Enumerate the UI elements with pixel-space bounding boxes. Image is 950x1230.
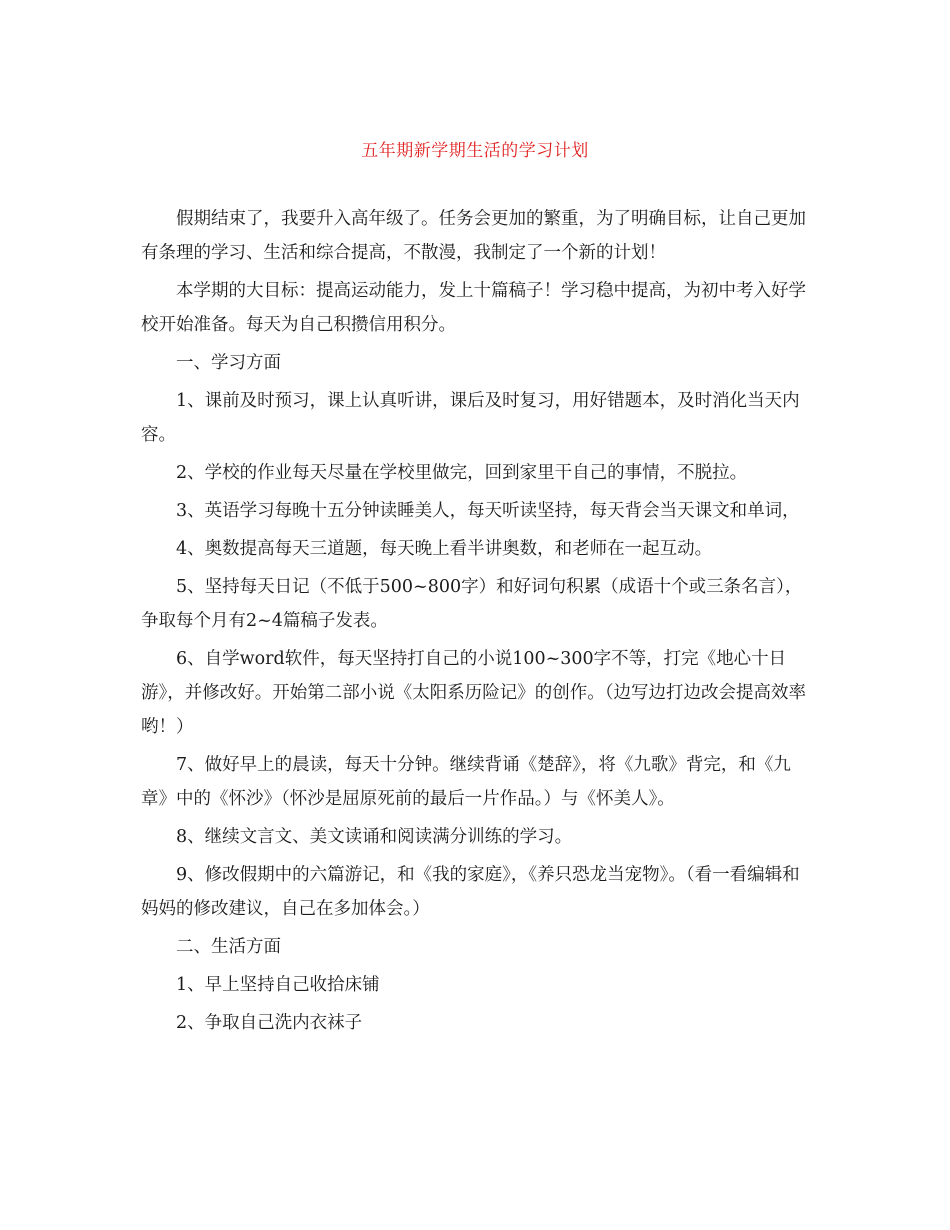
section-heading-life: 二、生活方面	[176, 937, 281, 957]
list-item: 1、课前及时预习，课上认真听讲，课后及时复习，用好错题本，及时消化当天内容。	[141, 391, 800, 445]
list-item: 2、学校的作业每天尽量在学校里做完，回到家里干自己的事情，不脱拉。	[176, 463, 748, 483]
section-heading-study: 一、学习方面	[176, 353, 281, 373]
list-item: 9、修改假期中的六篇游记，和《我的家庭》，《养只恐龙当宠物》。（看一看编辑和妈妈的修改建议，自己在多加体会。）	[141, 865, 800, 919]
document-body	[141, 202, 811, 1044]
paragraph-intro: 假期结束了，我要升入高年级了。任务会更加的繁重，为了明确目标，让自己更加有条理的学习、生活和综合提高，不散漫，我制定了一个新的计划！	[141, 209, 806, 263]
list-item: 4、奥数提高每天三道题，每天晚上看半讲奥数，和老师在一起互动。	[176, 539, 713, 559]
list-item: 7、做好早上的晨读，每天十分钟。继续背诵《楚辞》，将《九歌》背完，和《九章》中的《怀沙》（怀沙是屈原死前的最后一片作品。）与《怀美人》。	[141, 755, 791, 809]
list-item: 1、早上坚持自己收拾床铺	[176, 975, 380, 995]
list-item: 6、自学word软件，每天坚持打自己的小说100~300字不等，打完《地心十日游》，并修改好。开始第二部小说《太阳系历险记》的创作。（边写边打边改会提高效率哟！）	[141, 649, 806, 737]
document-title: 五年期新学期生活的学习计划	[361, 141, 589, 161]
list-item: 2、争取自己洗内衣袜子	[176, 1013, 363, 1033]
paragraph-goal: 本学期的大目标：提高运动能力，发上十篇稿子！学习稳中提高，为初中考入好学校开始准备。每天为自己积攒信用积分。	[141, 281, 806, 335]
list-item: 3、英语学习每晚十五分钟读睡美人，每天听读坚持，每天背会当天课文和单词，	[176, 501, 800, 521]
list-item: 5、坚持每天日记（不低于500~800字）和好词句积累（成语十个或三条名言），争取每个月有2~4篇稿子发表。	[141, 577, 803, 631]
list-item: 8、继续文言文、美文读诵和阅读满分训练的学习。	[176, 827, 573, 847]
